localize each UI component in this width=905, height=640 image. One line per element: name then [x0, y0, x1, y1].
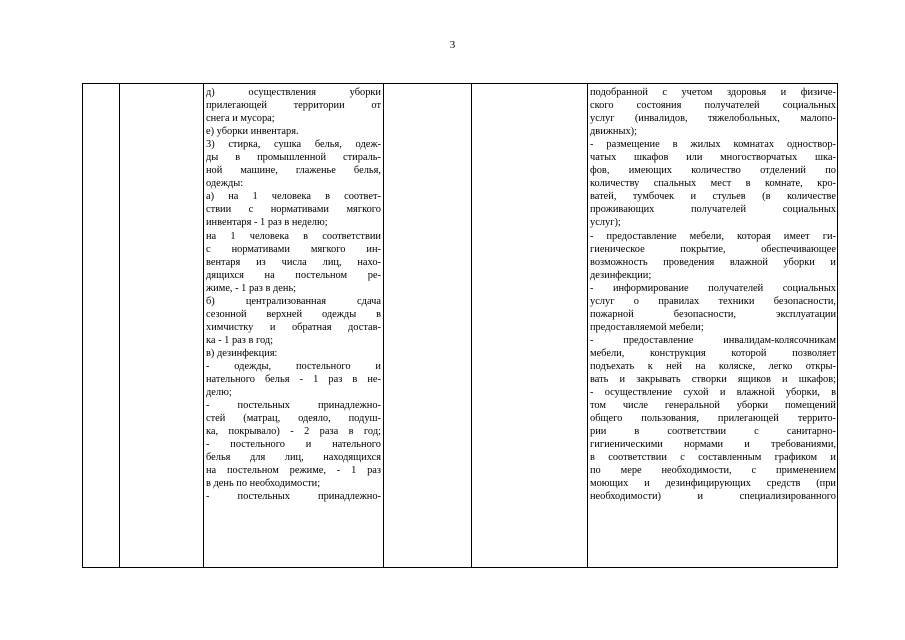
- text-line: количеству спальных мест в комнате, кро-: [590, 178, 836, 190]
- text-line: услуг о правилах техники безопасности,: [590, 295, 836, 307]
- table-bottom-border: [82, 567, 838, 568]
- text-line: ствии с нормативами мягкого: [206, 204, 381, 216]
- text-line: ды в промышленной стираль-: [206, 152, 381, 164]
- column-border: [82, 83, 83, 568]
- text-line: услуг);: [590, 217, 621, 229]
- text-line: - одежды, постельного и: [206, 360, 381, 372]
- text-line: том числе генеральной уборки помещений: [590, 400, 836, 412]
- text-line: д) осуществления уборки: [206, 87, 381, 98]
- text-line: предоставляемой мебели;: [590, 321, 704, 333]
- text-line: ского состояния получателей социальных: [590, 100, 836, 112]
- text-line: вать и закрывать створки ящиков и шкафов;: [590, 374, 836, 386]
- text-line: гигиеническими нормами и требованиями,: [590, 439, 836, 451]
- column-border: [587, 83, 588, 568]
- text-line: чатых шкафов или многостворчатых шка-: [590, 152, 836, 164]
- text-line: подъехать к ней на коляске, легко откры-: [590, 360, 836, 372]
- text-line: - размещение в жилых комнатах одноствор-: [590, 139, 836, 151]
- column-border: [203, 83, 204, 568]
- text-line: пожарной безопасности, эксплуатации: [590, 308, 836, 320]
- text-line: ка - 1 раз в год;: [206, 334, 274, 346]
- text-line: - информирование получателей социальных: [590, 282, 836, 294]
- column-border: [383, 83, 384, 568]
- column-border: [119, 83, 120, 568]
- text-line: одежды:: [206, 178, 244, 190]
- table-top-border: [82, 83, 838, 84]
- text-line: возможность проведения влажной уборки и: [590, 256, 836, 268]
- text-line: общего пользования, прилегающей террито-: [590, 413, 836, 425]
- column-border: [837, 83, 838, 568]
- text-line: нательного белья - 1 раз в не-: [206, 374, 381, 386]
- service-description-cell: [206, 86, 381, 504]
- text-line: - осуществление сухой и влажной уборки, в: [590, 387, 836, 399]
- text-line: фов, имеющих количество отделений по: [590, 165, 836, 177]
- text-line: б) централизованная сдача: [206, 295, 381, 307]
- text-line: в день по необходимости;: [206, 478, 321, 490]
- text-line: проживающих получателей социальных: [590, 204, 836, 216]
- text-line: инвентаря - 1 раз в неделю;: [206, 217, 328, 229]
- text-line: - предоставление инвалидам-колясочникам: [590, 334, 836, 346]
- text-line: сезонной верхней одежды в: [206, 308, 381, 320]
- text-line: ной машине, глаженье белья,: [206, 165, 381, 177]
- text-line: движных);: [590, 126, 638, 138]
- text-line: с нормативами мягкого ин-: [206, 243, 381, 255]
- text-line: вентаря из числа лиц, нахо-: [206, 256, 381, 268]
- text-line: химчистку и обратная достав-: [206, 321, 381, 333]
- text-line: в) дезинфекция:: [206, 347, 278, 359]
- page-number: 3: [449, 39, 456, 51]
- text-line: в соответствии с составленным графиком и: [590, 452, 836, 464]
- text-line: делю;: [206, 387, 232, 399]
- text-line: - постельных принадлежно-: [206, 400, 381, 412]
- text-line: - постельного и нательного: [206, 439, 381, 451]
- service-conditions-cell: [590, 86, 836, 504]
- text-line: моющих и дезинфицирующих средств (при: [590, 478, 836, 490]
- text-line: 3) стирка, сушка белья, одеж-: [206, 139, 381, 151]
- text-line: - предоставление мебели, которая имеет ги-: [590, 230, 836, 242]
- text-line: - постельных принадлежно-: [206, 491, 381, 503]
- text-line: а) на 1 человека в соответ-: [206, 191, 381, 203]
- text-line: на постельном режиме, - 1 раз: [206, 465, 381, 477]
- text-line: услуг (инвалидов, тяжелобольных, малопо-: [590, 113, 836, 125]
- text-line: белья для лиц, находящихся: [206, 452, 381, 464]
- text-line: стей (матрац, одеяло, подуш-: [206, 413, 381, 425]
- text-line: мебели, конструкция которой позволяет: [590, 347, 836, 359]
- text-line: е) уборки инвентаря.: [206, 126, 299, 138]
- text-line: дящихся на постельном ре-: [206, 269, 381, 281]
- column-border: [471, 83, 472, 568]
- text-line: необходимости) и специализированного: [590, 491, 836, 503]
- text-line: рии в соответствии с санитарно-: [590, 426, 836, 438]
- text-line: ка, покрывало) - 2 раза в год;: [206, 426, 381, 438]
- text-line: на 1 человека в соответствии: [206, 230, 381, 242]
- services-table: [82, 83, 838, 568]
- text-line: ватей, тумбочек и стульев (в количестве: [590, 191, 836, 203]
- text-line: снега и мусора;: [206, 113, 275, 125]
- text-line: гиеническое покрытие, обеспечивающее: [590, 243, 836, 255]
- text-line: дезинфекции;: [590, 269, 652, 281]
- text-line: подобранной с учетом здоровья и физиче-: [590, 87, 836, 98]
- text-line: жиме, - 1 раз в день;: [206, 282, 297, 294]
- text-line: прилегающей территории от: [206, 100, 381, 112]
- text-line: по мере необходимости, с применением: [590, 465, 836, 477]
